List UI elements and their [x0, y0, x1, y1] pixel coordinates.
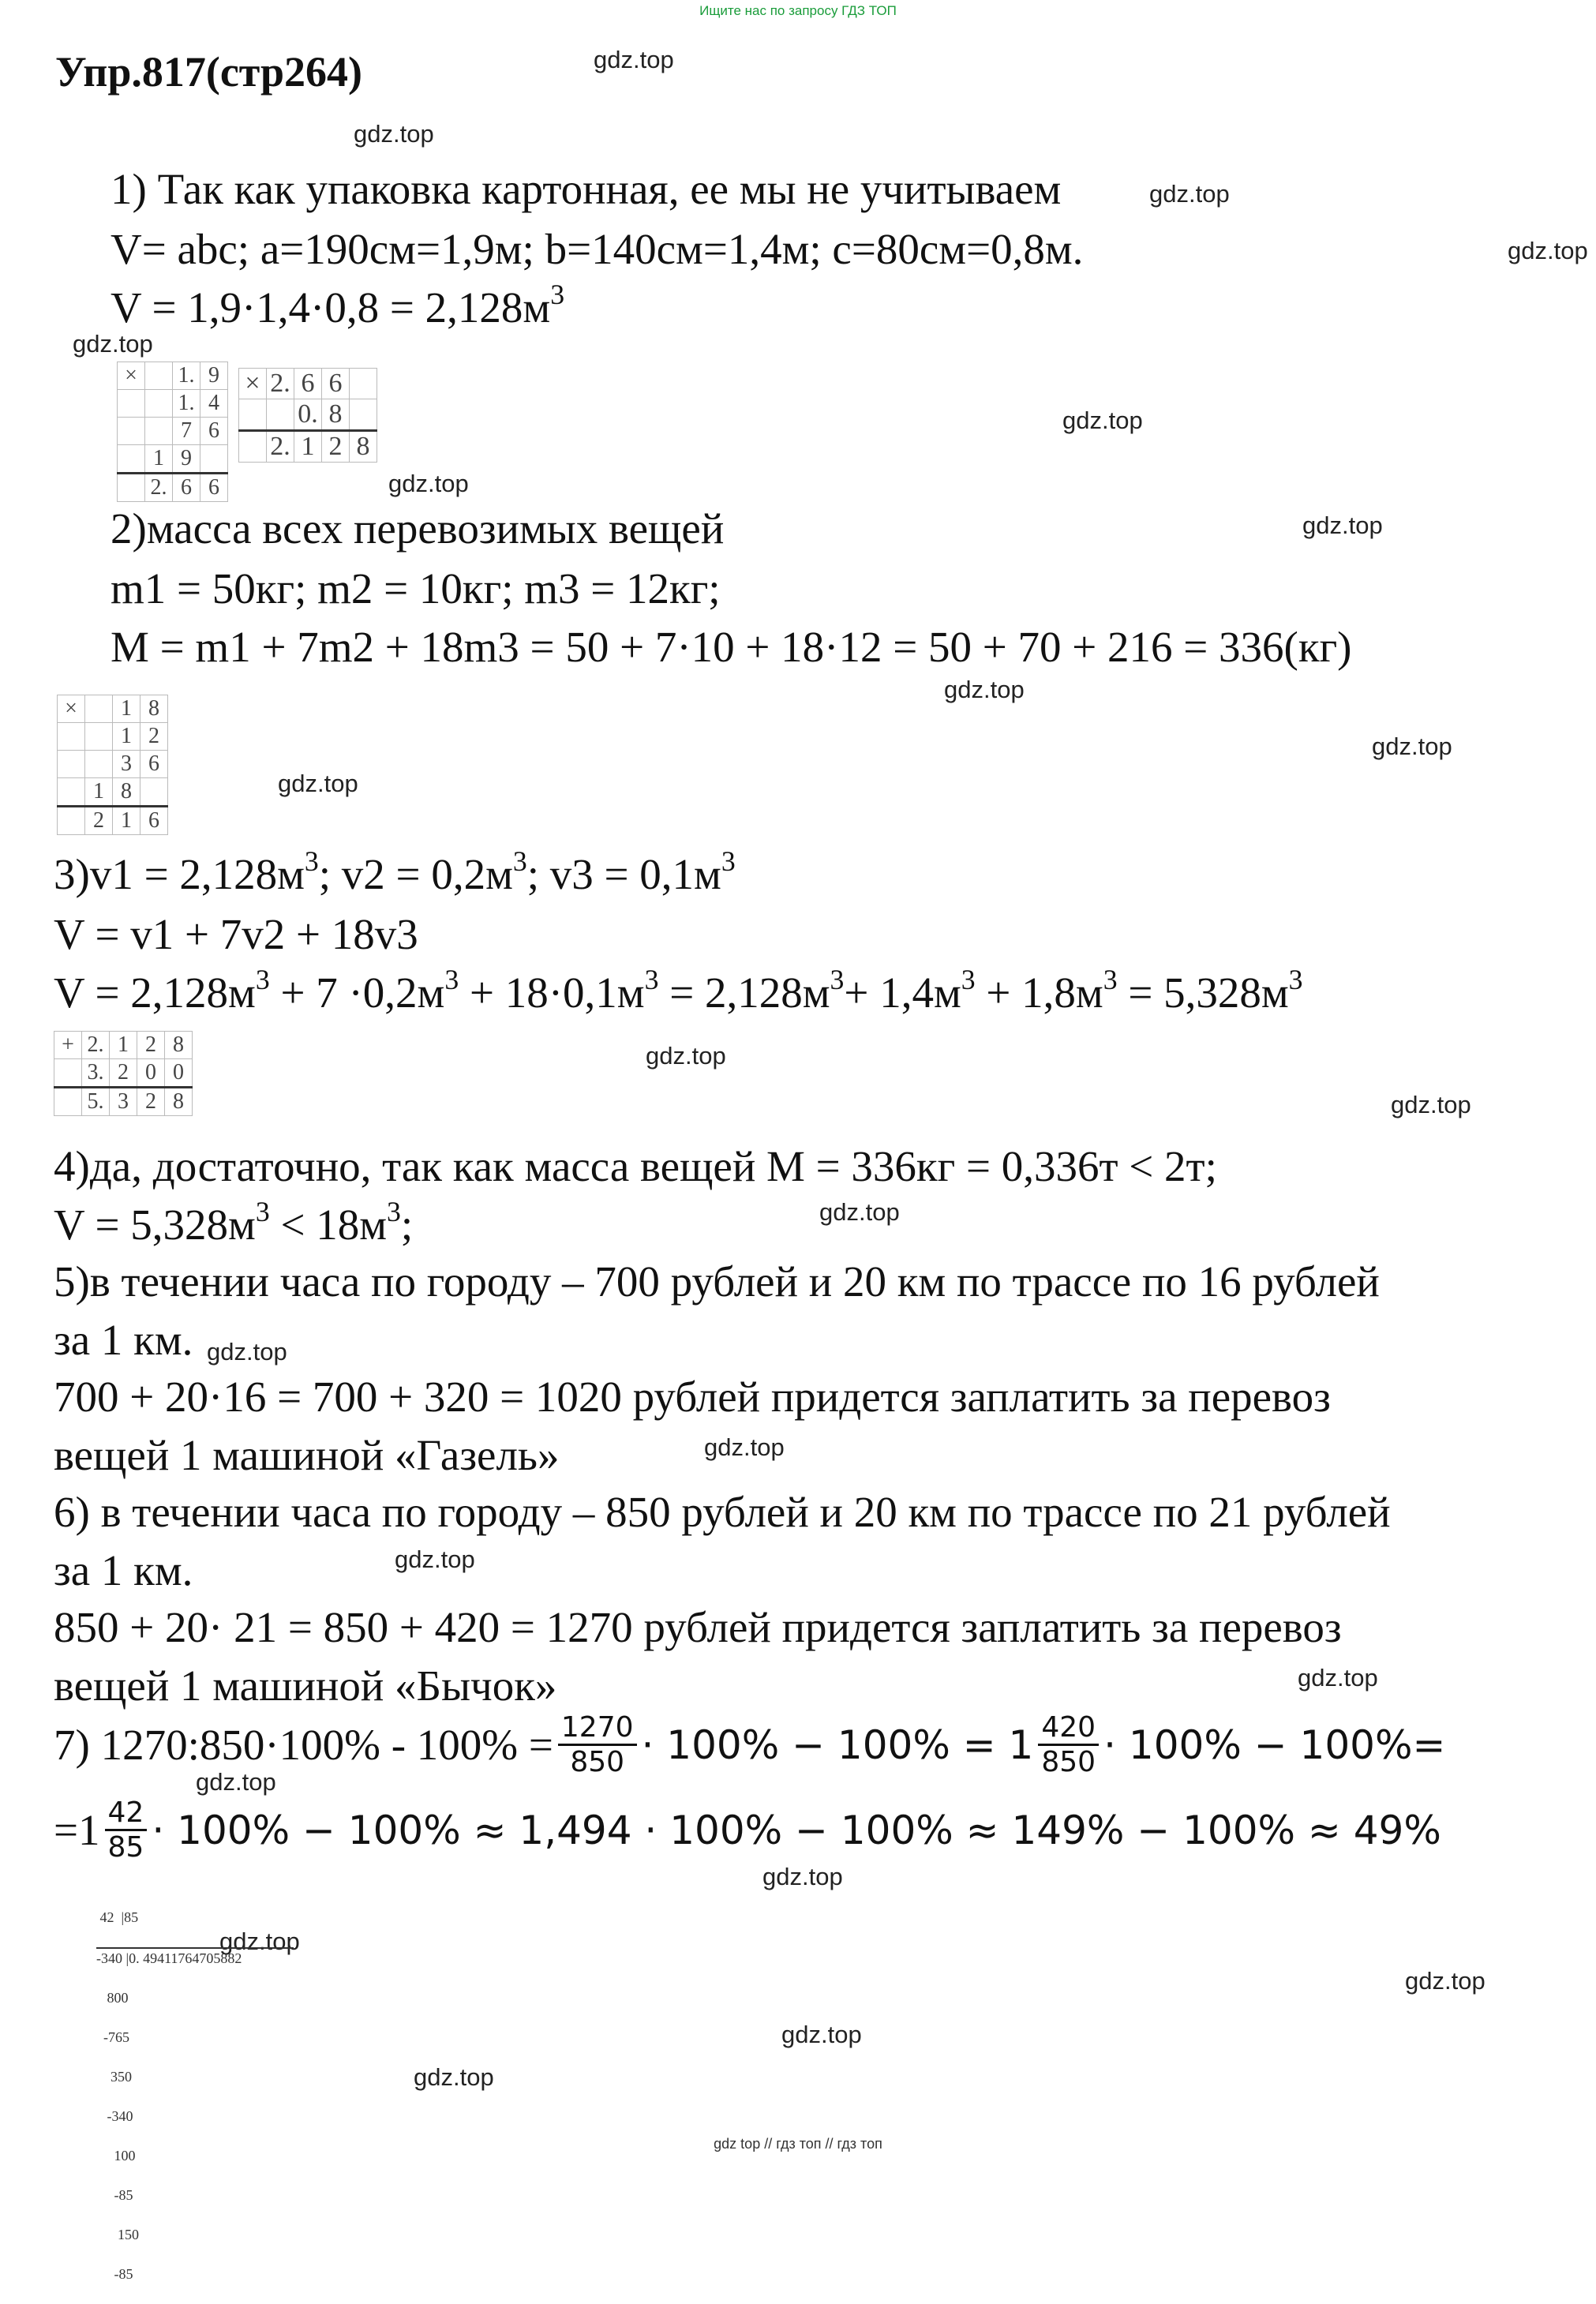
- digit-cell: 6: [200, 418, 228, 445]
- part7-line2: =1 $\frac{42}{85}$ · 100% − 100% ≈ 1,494 · 100% − 100% ≈ 149% − 100% ≈ 49%: [54, 1796, 1441, 1864]
- digit-cell: 1: [145, 445, 173, 474]
- digit-cell: 0: [165, 1059, 193, 1088]
- digit-cell: [140, 778, 168, 807]
- result-digit-cell: 2: [322, 431, 350, 463]
- result-digit-cell: 8: [350, 431, 377, 463]
- operation-sign: [58, 778, 85, 807]
- operation-sign: [54, 1059, 82, 1088]
- digit-cell: 0.: [294, 399, 322, 431]
- digit-cell: [85, 695, 113, 723]
- part1-line1: 1) Так как упаковка картонная, ее мы не учитываем: [111, 165, 1062, 213]
- fraction-42-85: $\frac{42}{85}$: [105, 1796, 148, 1864]
- part5-line1: 5)в течении часа по городу – 700 рублей и 20 км по трассе по 16 рублей: [54, 1257, 1380, 1306]
- digit-cell: [350, 399, 377, 431]
- result-digit-cell: 5.: [82, 1088, 110, 1116]
- watermark: gdz.top: [73, 330, 153, 358]
- operation-sign: ×: [118, 362, 145, 390]
- operation-sign: +: [54, 1032, 82, 1059]
- watermark: gdz.top: [1062, 406, 1143, 434]
- part4-line2: $V = 5,328м^3 < 18м^3$;: [54, 1196, 414, 1249]
- watermark: gdz.top: [646, 1042, 726, 1070]
- watermark: gdz.top: [1372, 732, 1452, 760]
- watermark: gdz.top: [594, 46, 674, 73]
- result-digit-cell: 2.: [145, 474, 173, 502]
- digit-cell: 2.: [82, 1032, 110, 1059]
- digit-cell: 2: [137, 1032, 165, 1059]
- part5-line4: вещей 1 машиной «Газель»: [54, 1431, 560, 1479]
- fraction-1270-850: $\frac{1270}{850}$: [558, 1711, 637, 1779]
- digit-cell: 1: [85, 778, 113, 807]
- operation-sign: [118, 418, 145, 445]
- digit-cell: [200, 445, 228, 474]
- part2-line3: M = m1 + 7m2 + 18m3 = 50 + 7·10 + 18·12 = 50 + 70 + 216 = 336(кг): [111, 623, 1352, 671]
- watermark: gdz.top: [704, 1433, 785, 1461]
- watermark: gdz.top: [1302, 511, 1383, 539]
- operation-sign: [118, 390, 145, 418]
- operation-sign: [239, 399, 267, 431]
- part5-line2: за 1 км.: [54, 1316, 193, 1364]
- result-digit-cell: 6: [140, 807, 168, 835]
- result-digit-cell: 1: [113, 807, 140, 835]
- digit-cell: [85, 723, 113, 751]
- digit-cell: 8: [113, 778, 140, 807]
- operation-sign: ×: [58, 695, 85, 723]
- digit-cell: [85, 751, 113, 778]
- digit-cell: 3.: [82, 1059, 110, 1088]
- digit-cell: 1: [113, 723, 140, 751]
- part3-line1: $3)v1 = 2,128м^3$; $v2 = 0,2м^3$; $v3 = 0,1м^3$: [54, 845, 736, 898]
- result-digit-cell: 2: [85, 807, 113, 835]
- watermark: gdz.top: [414, 2063, 494, 2091]
- watermark: gdz.top: [944, 676, 1025, 703]
- digit-cell: 8: [322, 399, 350, 431]
- part6-line3: 850 + 20· 21 = 850 + 420 = 1270 рублей придется заплатить за перевоз: [54, 1603, 1342, 1651]
- digit-cell: [267, 399, 294, 431]
- watermark: gdz.top: [196, 1768, 276, 1796]
- watermark: gdz.top: [1391, 1091, 1471, 1118]
- digit-cell: 9: [200, 362, 228, 390]
- digit-cell: 6: [322, 369, 350, 399]
- result-digit-cell: 2: [137, 1088, 165, 1116]
- digit-cell: 9: [173, 445, 200, 474]
- watermark: gdz.top: [1508, 237, 1588, 264]
- result-digit-cell: 3: [110, 1088, 137, 1116]
- operation-sign: ×: [239, 369, 267, 399]
- digit-cell: 1.: [173, 362, 200, 390]
- result-digit-cell: 6: [173, 474, 200, 502]
- result-digit-cell: 2.: [267, 431, 294, 463]
- digit-cell: 6: [140, 751, 168, 778]
- part6-line2: за 1 км.: [54, 1546, 193, 1594]
- part2-line2: m1 = 50кг; m2 = 10кг; m3 = 12кг;: [111, 564, 721, 613]
- digit-cell: 1: [110, 1032, 137, 1059]
- watermark: gdz.top: [354, 120, 434, 148]
- digit-cell: 7: [173, 418, 200, 445]
- digit-cell: 0: [137, 1059, 165, 1088]
- operation-sign: [58, 723, 85, 751]
- digit-cell: 4: [200, 390, 228, 418]
- operation-sign: [54, 1088, 82, 1116]
- part6-line4: вещей 1 машиной «Бычок»: [54, 1662, 557, 1710]
- top-banner: Ищите нас по запросу ГДЗ ТОП: [699, 3, 897, 18]
- watermark: gdz.top: [219, 1927, 300, 1955]
- digit-cell: [145, 362, 173, 390]
- digit-cell: 2: [110, 1059, 137, 1088]
- watermark: gdz.top: [388, 470, 469, 497]
- result-digit-cell: 6: [200, 474, 228, 502]
- digit-cell: 6: [294, 369, 322, 399]
- multiplication-column-18x12: [57, 695, 168, 835]
- digit-cell: 1: [113, 695, 140, 723]
- watermark: gdz.top: [781, 2021, 862, 2048]
- digit-cell: [350, 369, 377, 399]
- fraction-420-850: $\frac{420}{850}$: [1038, 1711, 1099, 1779]
- digit-cell: 2: [140, 723, 168, 751]
- part2-line1: 2)масса всех перевозимых вещей: [111, 504, 725, 553]
- digit-cell: 8: [140, 695, 168, 723]
- long-division: 42 |85 -340 |0. 49411764705882 800 -765 350 -340 100 -85 150 -85: [96, 1888, 294, 2304]
- result-digit-cell: 1: [294, 431, 322, 463]
- digit-cell: [145, 418, 173, 445]
- operation-sign: [118, 445, 145, 474]
- part3-line3: $V = 2,128м^3 + 7 \cdot 0,2м^3 + 18\cdot 0,1м^3 = 2,128м^3+ 1,4м^3 + 1,8м^3 = 5,328м^3$: [54, 964, 1303, 1017]
- digit-cell: 3: [113, 751, 140, 778]
- watermark: gdz.top: [819, 1198, 900, 1226]
- watermark: gdz.top: [1149, 180, 1230, 208]
- page-title: Упр.817(стр264): [55, 48, 362, 96]
- operation-sign: [239, 431, 267, 463]
- result-digit-cell: 8: [165, 1088, 193, 1116]
- part3-line2: V = v1 + 7v2 + 18v3: [54, 910, 418, 958]
- part1-line2: V= abc; a=190см=1,9м; b=140см=1,4м; c=80см=0,8м.: [111, 225, 1084, 273]
- watermark: gdz.top: [278, 770, 358, 797]
- part1-line3: $V = 1,9\cdot 1,4\cdot 0,8 = 2,128м^3$: [111, 279, 565, 332]
- part6-line1: 6) в течении часа по городу – 850 рублей и 20 км по трассе по 21 рублей: [54, 1488, 1391, 1536]
- digit-cell: 1.: [173, 390, 200, 418]
- watermark: gdz.top: [395, 1545, 475, 1573]
- addition-column: [54, 1031, 193, 1116]
- watermark: gdz.top: [1298, 1664, 1378, 1691]
- operation-sign: [58, 751, 85, 778]
- digit-cell: 8: [165, 1032, 193, 1059]
- watermark: gdz.top: [762, 1863, 843, 1890]
- digit-cell: 2.: [267, 369, 294, 399]
- watermark: gdz.top: [207, 1338, 287, 1366]
- digit-cell: [145, 390, 173, 418]
- part7-line1: 7) 1270:850·100% - 100% = $\frac{1270}{850}$ · 100% − 100% = 1 $\frac{420}{850}$ · 100% − 100%=: [54, 1711, 1446, 1779]
- part5-line3: 700 + 20·16 = 700 + 320 = 1020 рублей придется заплатить за перевоз: [54, 1373, 1331, 1421]
- watermark: gdz.top: [1405, 1967, 1485, 1995]
- operation-sign: [118, 474, 145, 502]
- operation-sign: [58, 807, 85, 835]
- multiplication-column-2-66x0-8: [238, 368, 377, 463]
- part4-line1: 4)да, достаточно, так как масса вещей M = 336кг = 0,336т < 2т;: [54, 1142, 1217, 1190]
- footer: gdz top // гдз топ // гдз топ: [714, 2136, 882, 2152]
- multiplication-column-1-9x1-4: [117, 362, 228, 502]
